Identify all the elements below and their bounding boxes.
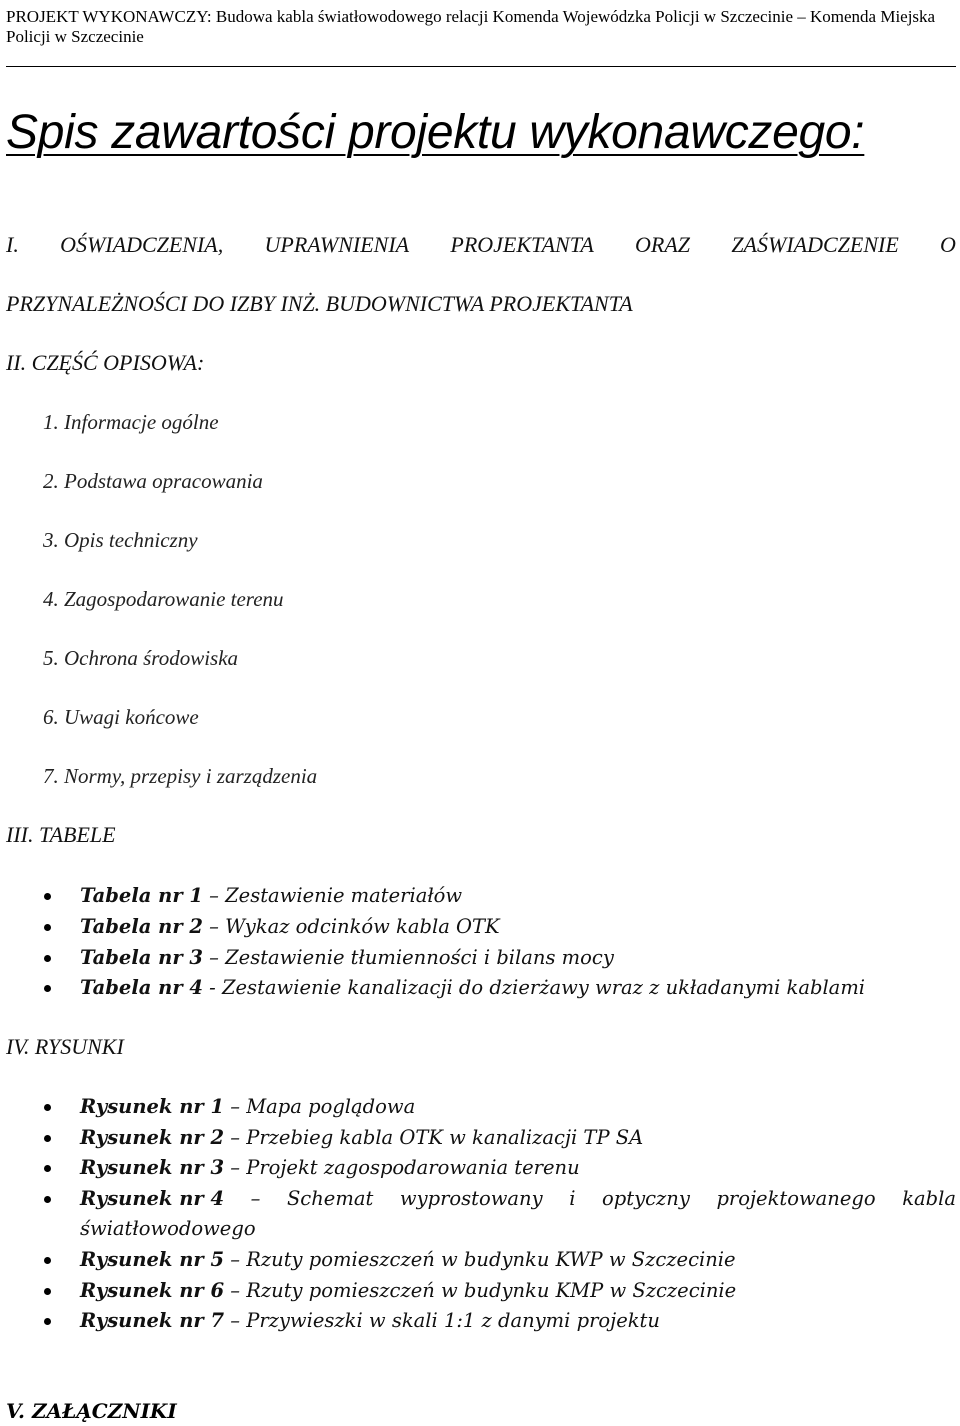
section-2-heading: II. CZĘŚĆ OPISOWA: [6, 350, 205, 375]
section-1-heading-continued: PRZYNALEŻNOŚCI DO IZBY INŻ. BUDOWNICTWA PROJEKTANTA [6, 291, 633, 316]
drawing-item-text [80, 1186, 956, 1212]
drawing-item-text [80, 1125, 643, 1151]
table-item-label: Tabela nr 1 [80, 884, 203, 907]
table-item-description: Wykaz odcinków kabla OTK [225, 915, 500, 938]
drawing-item-description-continued: światłowodowego [80, 1217, 256, 1240]
drawing-item-label: Rysunek nr 5 [80, 1248, 225, 1271]
table-item-separator: – [202, 884, 226, 907]
drawing-item-text [80, 1155, 580, 1181]
drawing-item-word: kabla [902, 1187, 956, 1210]
drawing-item-text [80, 1308, 660, 1334]
drawing-item-separator: – [224, 1156, 247, 1179]
section-1-word: UPRAWNIENIA [264, 232, 410, 257]
bullet-icon [44, 1288, 51, 1295]
drawing-item-word: i [569, 1187, 576, 1210]
table-item-separator: - [202, 976, 222, 999]
drawing-item-label: Rysunek nr 4 [80, 1187, 225, 1210]
header-line-2: Policji w Szczecinie [6, 27, 144, 46]
bullet-icon [44, 1196, 51, 1203]
drawing-item-description: Rzuty pomieszczeń w budynku KWP w Szczecinie [246, 1248, 736, 1271]
drawing-item-text [80, 1094, 415, 1120]
section-1-heading [6, 232, 956, 258]
section-5-heading: V. ZAŁĄCZNIKI [6, 1399, 177, 1423]
drawing-item-label: Rysunek nr 2 [80, 1126, 225, 1149]
table-item-description: Zestawienie materiałów [225, 884, 463, 907]
page-header [6, 0, 956, 67]
drawing-item-description: Przebieg kabla OTK w kanalizacji TP SA [246, 1126, 644, 1149]
table-item-separator: – [202, 915, 226, 938]
table-item-label: Tabela nr 4 [80, 976, 203, 999]
drawing-item-separator: – [224, 1309, 247, 1332]
drawing-item-separator: – [224, 1248, 247, 1271]
drawing-item-label: Rysunek nr 3 [80, 1156, 225, 1179]
drawing-item-word: optyczny [602, 1187, 690, 1210]
header-line-1: PROJEKT WYKONAWCZY: Budowa kabla światłowodowego relacji Komenda Wojewódzka Policji w Szczecinie – Komenda Miejska [6, 7, 936, 26]
table-item-text [80, 883, 462, 909]
section-4-heading: IV. RYSUNKI [6, 1034, 124, 1059]
table-item-text [80, 914, 500, 940]
section-2-item: 1. Informacje ogólne [43, 410, 219, 434]
drawing-item-description: Rzuty pomieszczeń w budynku KMP w Szczecinie [246, 1279, 737, 1302]
bullet-icon [44, 893, 51, 900]
drawing-item-word: projektowanego [716, 1187, 876, 1210]
drawing-item-text [80, 1247, 736, 1273]
drawing-item-separator: – [224, 1279, 247, 1302]
drawing-item-label: Rysunek nr 6 [80, 1279, 225, 1302]
drawing-item-separator: – [250, 1187, 261, 1210]
table-item-description: Zestawienie tłumienności i bilans mocy [225, 946, 614, 969]
section-2-item: 6. Uwagi końcowe [43, 705, 199, 729]
section-1-word: PROJEKTANTA [450, 232, 594, 257]
section-2-item: 5. Ochrona środowiska [43, 646, 239, 670]
drawing-item-label: Rysunek nr 1 [80, 1095, 225, 1118]
section-2-item: 4. Zagospodarowanie terenu [43, 587, 284, 611]
drawing-item-description: Projekt zagospodarowania terenu [246, 1156, 580, 1179]
bullet-icon [44, 1165, 51, 1172]
drawing-item-separator: – [224, 1126, 247, 1149]
section-2-item: 7. Normy, przepisy i zarządzenia [43, 764, 318, 788]
bullet-icon [44, 985, 51, 992]
drawing-item-word: Schemat [286, 1187, 374, 1210]
bullet-icon [44, 1318, 51, 1325]
document-title: Spis zawartości projektu wykonawczego: [6, 106, 865, 159]
drawing-item-description: Przywieszki w skali 1:1 z danymi projektu [246, 1309, 660, 1332]
bullet-icon [44, 955, 51, 962]
table-item-text [80, 945, 614, 971]
section-2-item: 2. Podstawa opracowania [43, 469, 263, 493]
table-item-label: Tabela nr 2 [80, 915, 203, 938]
section-1-word: ORAZ [635, 232, 691, 257]
section-3-heading: III. TABELE [6, 822, 116, 847]
table-item-text [80, 975, 865, 1001]
bullet-icon [44, 1257, 51, 1264]
drawing-item-separator: – [224, 1095, 247, 1118]
bullet-icon [44, 924, 51, 931]
drawing-item-text [80, 1278, 736, 1304]
section-1-word: O [940, 232, 956, 257]
drawing-item-description: Mapa poglądowa [246, 1095, 416, 1118]
table-item-label: Tabela nr 3 [80, 946, 203, 969]
section-2-item: 3. Opis techniczny [43, 528, 198, 552]
bullet-icon [44, 1104, 51, 1111]
drawing-item-label: Rysunek nr 7 [80, 1309, 225, 1332]
table-item-description: Zestawienie kanalizacji do dzierżawy wraz z układanymi kablami [221, 976, 866, 999]
section-1-word: OŚWIADCZENIA, [60, 232, 224, 257]
drawing-item-word: wyprostowany [399, 1187, 543, 1210]
section-1-word: ZAŚWIADCZENIE [731, 232, 899, 257]
table-item-separator: – [202, 946, 226, 969]
bullet-icon [44, 1135, 51, 1142]
section-1-word: I. [6, 232, 19, 257]
